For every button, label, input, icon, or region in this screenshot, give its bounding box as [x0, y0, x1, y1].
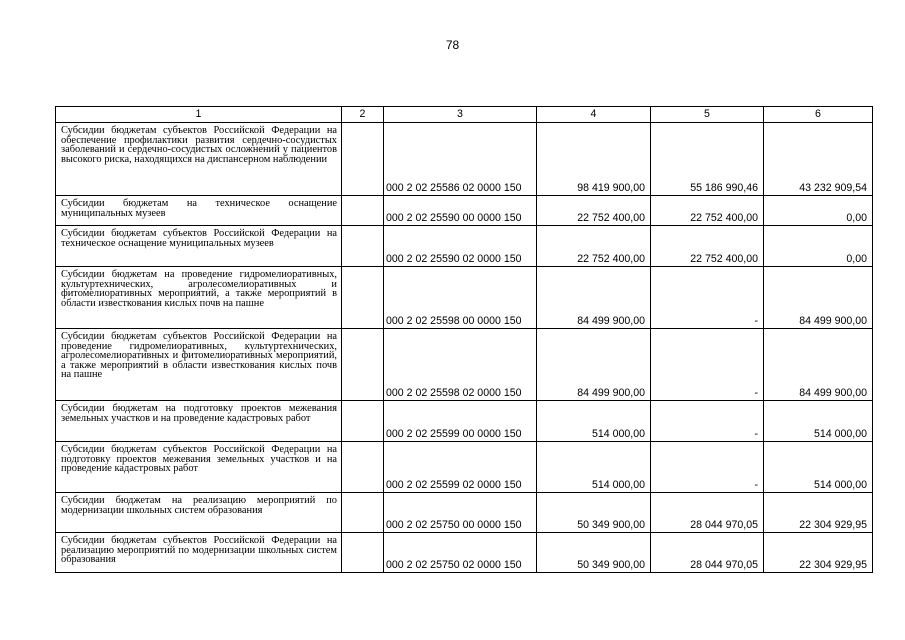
row-name: Субсидии бюджетам на подготовку проектов межевания земельных участков и на проведение кадастровых работ: [56, 401, 342, 442]
row-col2: [342, 493, 384, 533]
row-col5: 28 044 970,05: [651, 533, 764, 573]
table-row: [56, 196, 873, 226]
table-row: [56, 226, 873, 267]
table-row: [56, 401, 873, 442]
row-col5: -: [651, 267, 764, 329]
row-col5: -: [651, 442, 764, 493]
table-row: [56, 123, 873, 196]
row-col2: [342, 329, 384, 401]
row-code: 000 2 02 25586 02 0000 150: [384, 123, 537, 196]
column-header: 2: [342, 107, 384, 123]
row-col5: -: [651, 329, 764, 401]
column-header: 1: [56, 107, 342, 123]
row-name: Субсидии бюджетам на реализацию мероприятий по модернизации школьных систем образования: [56, 493, 342, 533]
row-name: Субсидии бюджетам на проведение гидромелиоративных, культуртехнических, агролесомелиоративных и фитомелиоративных мероприятий, а также мероприятий в области известкования кислых почв на пашне: [56, 267, 342, 329]
row-name: Субсидии бюджетам субъектов Российской Федерации на подготовку проектов межевания земельных участков и на проведение кадастровых работ: [56, 442, 342, 493]
row-col2: [342, 123, 384, 196]
row-name: Субсидии бюджетам субъектов Российской Федерации на техническое оснащение муниципальных музеев: [56, 226, 342, 267]
row-col4: 50 349 900,00: [537, 493, 651, 533]
row-col6: 84 499 900,00: [764, 329, 873, 401]
row-col2: [342, 267, 384, 329]
row-col5: 55 186 990,46: [651, 123, 764, 196]
table-row: [56, 493, 873, 533]
row-col6: 22 304 929,95: [764, 493, 873, 533]
row-col6: 0,00: [764, 226, 873, 267]
column-header: 4: [537, 107, 651, 123]
column-header: 5: [651, 107, 764, 123]
row-name: Субсидии бюджетам на техническое оснащение муниципальных музеев: [56, 196, 342, 226]
row-col5: -: [651, 401, 764, 442]
row-col2: [342, 401, 384, 442]
row-col4: 50 349 900,00: [537, 533, 651, 573]
row-code: 000 2 02 25590 02 0000 150: [384, 226, 537, 267]
table-row: [56, 329, 873, 401]
row-col4: 84 499 900,00: [537, 329, 651, 401]
table-row: [56, 533, 873, 573]
row-code: 000 2 02 25598 02 0000 150: [384, 329, 537, 401]
column-header: 3: [384, 107, 537, 123]
row-code: 000 2 02 25599 02 0000 150: [384, 442, 537, 493]
row-col4: 514 000,00: [537, 442, 651, 493]
row-code: 000 2 02 25598 00 0000 150: [384, 267, 537, 329]
row-col5: 28 044 970,05: [651, 493, 764, 533]
row-col2: [342, 533, 384, 573]
page-number: 78: [445, 38, 460, 52]
row-col5: 22 752 400,00: [651, 226, 764, 267]
row-code: 000 2 02 25750 02 0000 150: [384, 533, 537, 573]
table-row: [56, 267, 873, 329]
row-col6: 514 000,00: [764, 401, 873, 442]
row-code: 000 2 02 25599 00 0000 150: [384, 401, 537, 442]
row-col6: 43 232 909,54: [764, 123, 873, 196]
row-col2: [342, 442, 384, 493]
row-name: Субсидии бюджетам субъектов Российской Федерации на реализацию мероприятий по модернизации школьных систем образования: [56, 533, 342, 573]
row-col6: 84 499 900,00: [764, 267, 873, 329]
column-header: 6: [764, 107, 873, 123]
row-code: 000 2 02 25750 00 0000 150: [384, 493, 537, 533]
row-col4: 514 000,00: [537, 401, 651, 442]
row-col5: 22 752 400,00: [651, 196, 764, 226]
table-row: [56, 442, 873, 493]
row-name: Субсидии бюджетам субъектов Российской Федерации на проведение гидромелиоративных, культуртехнических, агролесомелиоративных и фитомелиоративных мероприятий, а также мероприятий в области известкования кислых почв на пашне: [56, 329, 342, 401]
row-col4: 84 499 900,00: [537, 267, 651, 329]
row-col6: 22 304 929,95: [764, 533, 873, 573]
row-col2: [342, 196, 384, 226]
row-col4: 22 752 400,00: [537, 196, 651, 226]
row-name: Субсидии бюджетам субъектов Российской Федерации на обеспечение профилактики развития сердечно-сосудистых заболеваний и сердечно-сосудистых осложнений у пациентов высокого риска, находящихся на диспансерном наблюдении: [56, 123, 342, 196]
row-col6: 514 000,00: [764, 442, 873, 493]
budget-table: [55, 106, 873, 573]
row-code: 000 2 02 25590 00 0000 150: [384, 196, 537, 226]
row-col4: 22 752 400,00: [537, 226, 651, 267]
row-col2: [342, 226, 384, 267]
row-col6: 0,00: [764, 196, 873, 226]
row-col4: 98 419 900,00: [537, 123, 651, 196]
table-header-row: [56, 107, 873, 123]
